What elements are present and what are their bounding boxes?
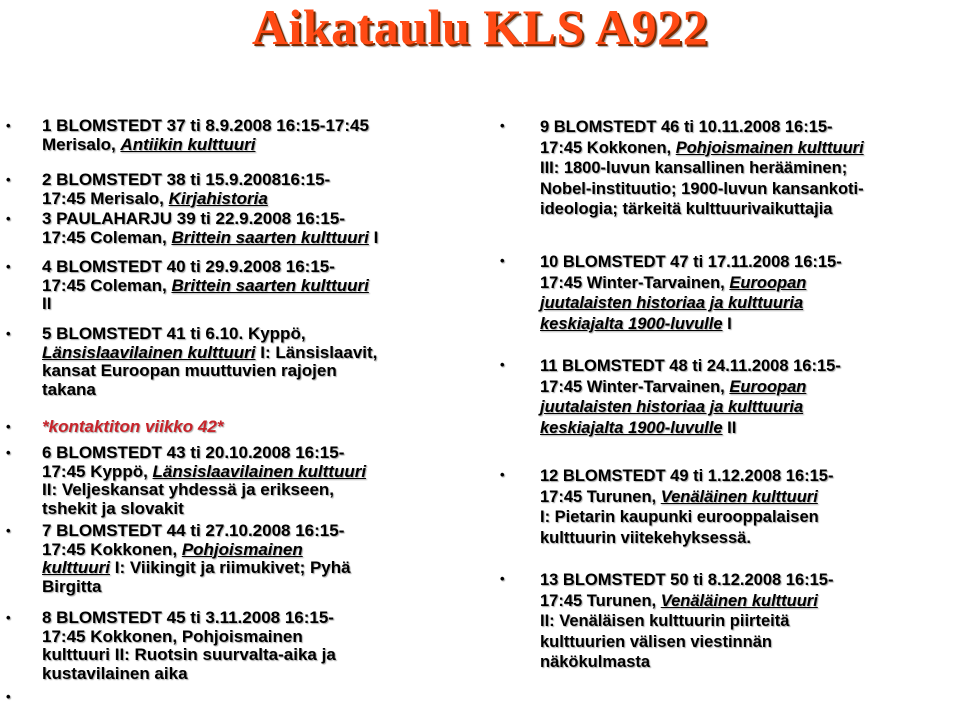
text-segment: ideologia; tärkeitä kulttuurivaikuttajia (540, 200, 833, 219)
text-segment: Merisalo, (42, 134, 121, 154)
item-text (540, 570, 960, 673)
item-line (42, 258, 467, 277)
item-line (42, 463, 467, 482)
text-segment: 7 BLOMSTEDT 44 ti 27.10.2008 16:15- (42, 521, 345, 540)
item-line (42, 295, 467, 314)
text-segment: keskiajalta 1900-luvulle (540, 418, 723, 437)
item-line (42, 481, 467, 500)
item-line (42, 609, 467, 628)
item-line (42, 665, 467, 684)
text-segment: Antiikin kulttuuri (120, 134, 256, 154)
bullet-icon: • (500, 357, 505, 372)
item-line (540, 570, 960, 591)
item-text (42, 444, 467, 518)
text-segment: kulttuuri II: Ruotsin suurvalta-aika ja (42, 645, 336, 664)
text-segment: 9 BLOMSTEDT 46 ti 10.11.2008 16:15- (540, 118, 833, 136)
item-line (42, 381, 467, 400)
text-segment: 6 BLOMSTEDT 43 ti 20.10.2008 16:15- (42, 443, 345, 462)
item-line (540, 528, 960, 549)
text-segment: 1 BLOMSTEDT 37 ti 8.9.2008 16:15-17:45 (42, 116, 369, 135)
text-segment: kulttuurin viitekehyksessä. (540, 528, 751, 547)
item-line (540, 611, 960, 632)
item-line (42, 325, 467, 344)
item-text (540, 252, 960, 334)
bullet-icon: • (500, 118, 505, 133)
text-segment: 17:45 Winter-Tarvainen, (540, 377, 730, 396)
item-line (540, 314, 960, 335)
bullet-icon: • (6, 689, 11, 704)
item-line (42, 344, 467, 363)
text-segment: II: Venäläisen kulttuurin piirteitä (540, 612, 790, 631)
item-text (540, 356, 960, 438)
text-segment: tshekit ja slovakit (42, 498, 184, 518)
text-segment: II: Veljeskansat yhdessä ja erikseen, (42, 480, 335, 499)
item-line (42, 578, 467, 597)
text-segment: Brittein saarten kulttuuri (171, 275, 369, 295)
text-segment: Pohjoismainen kulttuuri (675, 138, 864, 157)
item-line (540, 356, 960, 377)
item-text (42, 325, 467, 399)
item-text (42, 522, 467, 596)
text-segment: 17:45 Kyppö, (42, 461, 153, 481)
text-segment: juutalaisten historiaa ja kulttuuria (540, 398, 804, 417)
item-line (540, 199, 960, 220)
bullet-icon: • (6, 211, 11, 226)
bullet-icon: • (6, 326, 11, 341)
text-segment: 10 BLOMSTEDT 47 ti 17.11.2008 16:15- (540, 253, 842, 271)
text-segment: Brittein saarten kulttuuri (171, 227, 369, 247)
text-segment: 17:45 Kokkonen, Pohjoismainen (42, 626, 303, 646)
text-segment: 17:45 Coleman, (42, 275, 172, 295)
item-line (42, 229, 467, 248)
text-segment: 11 BLOMSTEDT 48 ti 24.11.2008 16:15- (540, 357, 841, 375)
text-segment: kulttuurien välisen viestinnän (540, 632, 772, 651)
item-line (540, 652, 960, 673)
text-segment: Birgitta (42, 576, 102, 596)
text-segment: Länsislaavilainen kulttuuri (42, 342, 256, 362)
text-segment: Pohjoismainen (181, 539, 303, 559)
item-line (540, 487, 960, 508)
text-segment: Länsislaavilainen kulttuuri (152, 461, 367, 481)
item-line (42, 277, 467, 296)
text-segment: Venäläinen kulttuuri (660, 591, 818, 610)
item-line (42, 362, 467, 381)
text-segment: 17:45 Coleman, (42, 227, 172, 247)
item-text (540, 466, 960, 548)
page-title: Aikataulu KLS A922 (251, 0, 709, 55)
item-line (42, 171, 467, 190)
bullet-icon: • (500, 571, 505, 586)
item-line (540, 252, 960, 273)
text-segment: 4 BLOMSTEDT 40 ti 29.9.2008 16:15- (42, 257, 335, 276)
text-segment: näkökulmasta (540, 653, 651, 672)
item-line (42, 136, 467, 155)
text-segment: III: 1800-luvun kansallinen herääminen; (540, 159, 848, 178)
item-text (42, 609, 467, 683)
text-segment: II (42, 294, 52, 313)
text-segment: kansat Euroopan muuttuvien rajojen (42, 361, 337, 380)
item-text (540, 117, 960, 220)
item-line (42, 418, 467, 437)
text-segment: 3 PAULAHARJU 39 ti 22.9.2008 16:15- (42, 209, 345, 228)
item-line (42, 522, 467, 541)
item-line (540, 418, 960, 439)
item-text (42, 210, 467, 247)
text-segment: juutalaisten historiaa ja kulttuuria (540, 294, 804, 313)
item-line (540, 273, 960, 294)
item-line (540, 158, 960, 179)
bullet-icon: • (6, 610, 11, 625)
text-segment: 2 BLOMSTEDT 38 ti 15.9.200816:15- (42, 170, 331, 189)
item-line (42, 190, 467, 209)
text-segment: Euroopan (729, 273, 807, 292)
bullet-icon: • (6, 118, 11, 133)
item-line (540, 377, 960, 398)
item-line (540, 466, 960, 487)
text-segment: 8 BLOMSTEDT 45 ti 3.11.2008 16:15- (42, 608, 334, 627)
text-segment: 17:45 Winter-Tarvainen, (540, 273, 730, 292)
bullet-icon: • (6, 419, 11, 434)
item-line (42, 628, 467, 647)
text-segment: I: Viikingit ja riimukivet; Pyhä (110, 558, 351, 577)
text-segment: kulttuuri (42, 558, 110, 577)
bullet-icon: • (500, 467, 505, 482)
text-segment: 17:45 Kokkonen, (42, 539, 182, 559)
item-line (540, 397, 960, 418)
item-line (540, 507, 960, 528)
bullet-icon: • (6, 172, 11, 187)
text-segment: 17:45 Merisalo, (42, 188, 169, 208)
item-line (540, 591, 960, 612)
text-segment: Kirjahistoria (168, 188, 268, 208)
item-line (42, 500, 467, 519)
item-line (42, 444, 467, 463)
item-line (42, 559, 467, 578)
item-text (42, 418, 467, 437)
text-segment: 5 BLOMSTEDT 41 ti 6.10. Kyppö, (42, 324, 306, 343)
text-segment: I: Pietarin kaupunki eurooppalaisen (540, 508, 819, 527)
text-segment: I: Länsislaavit, (255, 342, 378, 362)
bullet-icon: • (500, 253, 505, 268)
text-segment: Euroopan (729, 377, 807, 396)
text-segment: II (722, 418, 737, 437)
text-segment: 12 BLOMSTEDT 49 ti 1.12.2008 16:15- (540, 467, 834, 485)
bullet-icon: • (6, 523, 11, 538)
item-line (540, 138, 960, 159)
text-segment: 17:45 Turunen, (540, 591, 661, 610)
text-segment: I (722, 314, 732, 333)
text-segment: takana (42, 379, 96, 399)
bullet-icon: • (6, 445, 11, 460)
item-text (42, 117, 467, 154)
item-line (42, 646, 467, 665)
text-segment: kustavilainen aika (42, 663, 188, 683)
text-segment: *kontaktiton viikko 42* (42, 417, 224, 436)
bullet-icon: • (6, 259, 11, 274)
item-text (42, 258, 467, 314)
item-line (540, 179, 960, 200)
text-segment: Venäläinen kulttuuri (660, 487, 818, 506)
text-segment: Nobel-instituutio; 1900-luvun kansankoti- (540, 179, 864, 198)
item-line (42, 210, 467, 229)
text-segment: 13 BLOMSTEDT 50 ti 8.12.2008 16:15- (540, 571, 834, 589)
text-segment: 17:45 Kokkonen, (540, 138, 676, 157)
text-segment: 17:45 Turunen, (540, 487, 661, 506)
item-line (540, 632, 960, 653)
item-line (42, 541, 467, 560)
item-line (42, 117, 467, 136)
item-text (42, 171, 467, 208)
text-segment: keskiajalta 1900-luvulle (540, 314, 723, 333)
item-line (540, 117, 960, 138)
item-line (540, 293, 960, 314)
text-segment: I (368, 227, 379, 247)
